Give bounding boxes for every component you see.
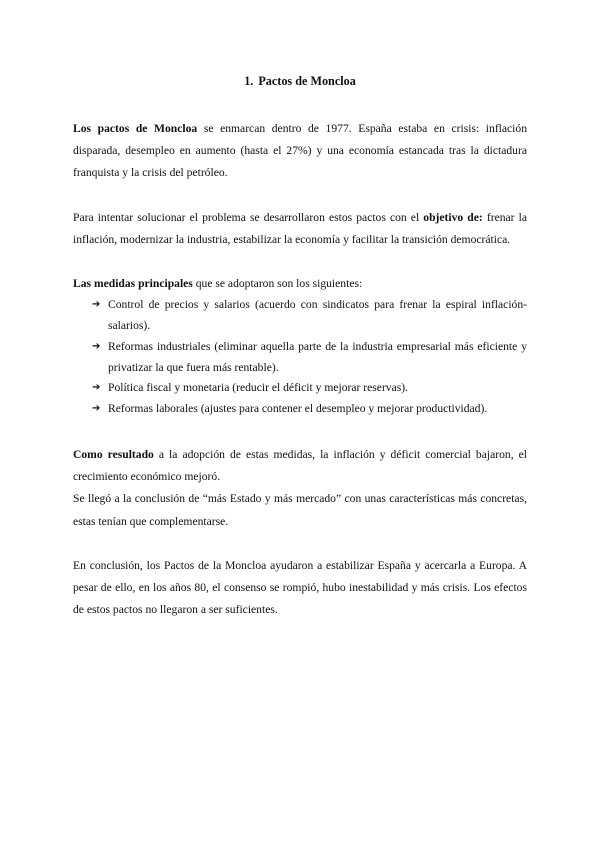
- arrow-icon: ➔: [92, 382, 101, 394]
- list-item-text: Control de precios y salarios (acuerdo con sindicatos para frenar la espiral inflación-salarios).: [108, 298, 527, 333]
- list-item: [92, 337, 527, 379]
- section-title-text: Pactos de Moncloa: [258, 74, 356, 88]
- intro-bold: Los pactos de Moncloa: [73, 122, 198, 135]
- measures-intro: [73, 273, 527, 295]
- intro-paragraph: [73, 118, 527, 185]
- arrow-icon: ➔: [92, 403, 101, 415]
- conclusion-paragraph: En conclusión, los Pactos de la Moncloa ayudaron a estabilizar España y acercarla a Europa. A pesar de ello, en los años 80, el consenso se rompió, hubo inestabilidad y más crisis. Los efectos de estos pactos no llegaron a ser suficientes.: [73, 558, 527, 617]
- section-title: [73, 72, 527, 90]
- result-text: a la adopción de estas medidas, la inflación y déficit comercial bajaron, el crecimiento económico mejoró.: [73, 448, 527, 484]
- objective-start: Para intentar solucionar el problema se desarrollaron estos pactos con el: [73, 210, 424, 224]
- section-number: 1.: [244, 74, 254, 88]
- result-conclusion-line: Se llegó a la conclusión de “más Estado y más mercado” con unas características más concretas, estas tenían que complementarse.: [73, 492, 527, 528]
- result-bold: Como resultado: [73, 448, 154, 461]
- arrow-icon: ➔: [92, 299, 101, 311]
- objective-text: frenar la inflación, modernizar la industria, estabilizar la economía y facilitar la transición democrática.: [73, 210, 527, 246]
- list-item-text: Reformas laborales (ajustes para contener el desempleo y mejorar productividad).: [108, 402, 488, 416]
- list-item-text: Política fiscal y monetaria (reducir el déficit y mejorar reservas).: [108, 381, 409, 395]
- objective-bold: objetivo de:: [423, 210, 483, 224]
- intro-text: se enmarcan dentro de 1977. España estaba en crisis: inflación disparada, desempleo en aumento (hasta el 27%) y una economía estancada tras la dictadura franquista y la crisis del petróleo.: [73, 122, 528, 180]
- list-item: [92, 378, 527, 399]
- list-item: [92, 399, 527, 420]
- measures-list: [73, 295, 527, 420]
- objective-paragraph: [73, 207, 527, 251]
- document-page: [73, 72, 527, 621]
- measures-bold: Las medidas principales: [73, 277, 193, 291]
- list-item-text: Reformas industriales (eliminar aquella parte de la industria empresarial más eficiente y privatizar la que fuera más rentable).: [108, 339, 527, 374]
- measures-text: que se adoptaron son los siguientes:: [192, 277, 363, 291]
- arrow-icon: ➔: [92, 340, 101, 352]
- result-paragraph: [73, 444, 527, 488]
- list-item: [92, 295, 527, 337]
